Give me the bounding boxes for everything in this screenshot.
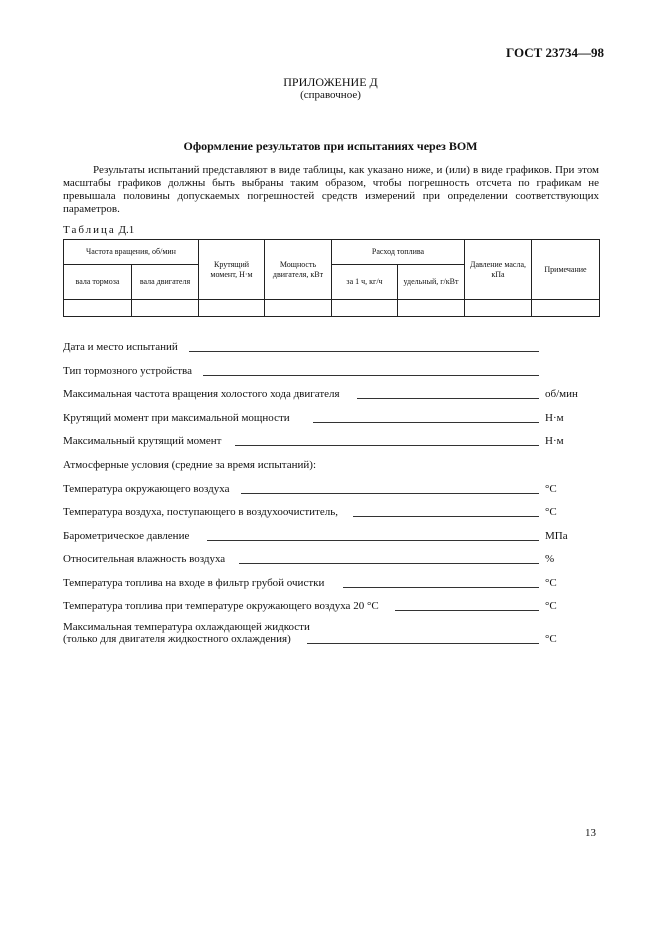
- field-label: (только для двигателя жидкостного охлаждения): [63, 633, 291, 645]
- header-fuel-per-hour: за 1 ч, кг/ч: [332, 265, 398, 300]
- field-coolant-label-1: Максимальная температура охлаждающей жидкости: [63, 621, 310, 633]
- page-number: 13: [585, 827, 596, 839]
- table-cell[interactable]: [132, 300, 199, 317]
- field-unit: Н·м: [545, 412, 564, 424]
- field-ambient-temp: [63, 481, 603, 495]
- results-table: [63, 239, 600, 317]
- field-fuel-temp-20: [63, 598, 603, 612]
- header-note: Примечание: [532, 240, 600, 300]
- table-cell[interactable]: [332, 300, 398, 317]
- field-label: Атмосферные условия (средние за время испытаний):: [63, 459, 316, 471]
- header-fuel-consumption: Расход топлива: [332, 240, 465, 265]
- field-max-idle-speed: [63, 386, 603, 400]
- table-cell[interactable]: [199, 300, 265, 317]
- fill-line[interactable]: [343, 587, 539, 588]
- appendix-title: ПРИЛОЖЕНИЕ Д: [283, 75, 378, 89]
- fill-line[interactable]: [357, 398, 539, 399]
- field-unit: об/мин: [545, 388, 578, 400]
- fill-line[interactable]: [353, 516, 539, 517]
- field-label: Тип тормозного устройства: [63, 365, 192, 377]
- intro-paragraph: Результаты испытаний представляют в виде таблицы, как указано ниже, и (или) в виде графиков. При этом масштабы графиков должны быть выбраны таким образом, чтобы погрешность отсчета по графикам не превышала половины допускаемых погрешностей средств измерений при определении соответствующих параметров.: [63, 164, 599, 215]
- field-fuel-inlet-temp: [63, 575, 603, 589]
- header-fuel-specific: удельный, г/кВт: [398, 265, 465, 300]
- fill-line[interactable]: [235, 445, 539, 446]
- header-torque: Крутящий момент, Н·м: [199, 240, 265, 300]
- table-caption-number: Д.1: [118, 224, 135, 236]
- header-power: Мощность двигателя, кВт: [265, 240, 332, 300]
- atmos-heading: [63, 457, 603, 471]
- appendix-subtitle: (справочное): [300, 89, 361, 101]
- table-cell[interactable]: [465, 300, 532, 317]
- field-max-torque: [63, 433, 603, 447]
- fill-line[interactable]: [395, 610, 539, 611]
- fill-line[interactable]: [203, 375, 539, 376]
- header-rotation-speed: Частота вращения, об/мин: [64, 240, 199, 265]
- field-label: Максимальный крутящий момент: [63, 435, 222, 447]
- header-oil-pressure: Давление масла, кПа: [465, 240, 532, 300]
- field-date-place: [63, 339, 603, 353]
- field-coolant: [63, 631, 603, 645]
- field-label: Барометрическое давление: [63, 530, 190, 542]
- field-unit: °С: [545, 483, 557, 495]
- field-unit: °С: [545, 633, 557, 645]
- fill-line[interactable]: [241, 493, 539, 494]
- field-humidity: [63, 551, 603, 565]
- fill-line[interactable]: [307, 643, 539, 644]
- field-unit: %: [545, 553, 555, 565]
- field-label: Крутящий момент при максимальной мощности: [63, 412, 290, 424]
- header-brake-shaft: вала тормоза: [64, 265, 132, 300]
- table-cell[interactable]: [532, 300, 600, 317]
- table-caption-word: Таблица: [63, 224, 116, 236]
- field-label: Температура окружающего воздуха: [63, 483, 230, 495]
- field-label: Температура топлива при температуре окружающего воздуха 20 °С: [63, 600, 379, 612]
- field-intake-temp: [63, 504, 603, 518]
- fill-line[interactable]: [207, 540, 539, 541]
- fill-line[interactable]: [313, 422, 539, 423]
- field-unit: МПа: [545, 530, 568, 542]
- field-label: Относительная влажность воздуха: [63, 553, 226, 565]
- fill-line[interactable]: [189, 351, 539, 352]
- fill-line[interactable]: [239, 563, 539, 564]
- field-unit: °С: [545, 600, 557, 612]
- table-caption: [63, 224, 134, 236]
- table-cell[interactable]: [64, 300, 132, 317]
- document-code: ГОСТ 23734—98: [506, 45, 605, 60]
- field-label: Дата и место испытаний: [63, 341, 178, 353]
- header-engine-shaft: вала двигателя: [132, 265, 199, 300]
- field-label: Температура воздуха, поступающего в воздухоочиститель,: [63, 506, 338, 518]
- field-label: Максимальная частота вращения холостого хода двигателя: [63, 388, 340, 400]
- section-title: Оформление результатов при испытаниях через ВОМ: [183, 139, 478, 153]
- field-unit: Н·м: [545, 435, 564, 447]
- field-barometric: [63, 528, 603, 542]
- field-unit: °С: [545, 577, 557, 589]
- table-row: [64, 300, 600, 317]
- table-cell[interactable]: [265, 300, 332, 317]
- field-torque-max-power: [63, 410, 603, 424]
- field-label: Температура топлива на входе в фильтр грубой очистки: [63, 577, 325, 589]
- field-unit: °С: [545, 506, 557, 518]
- field-brake-type: [63, 363, 603, 377]
- table-cell[interactable]: [398, 300, 465, 317]
